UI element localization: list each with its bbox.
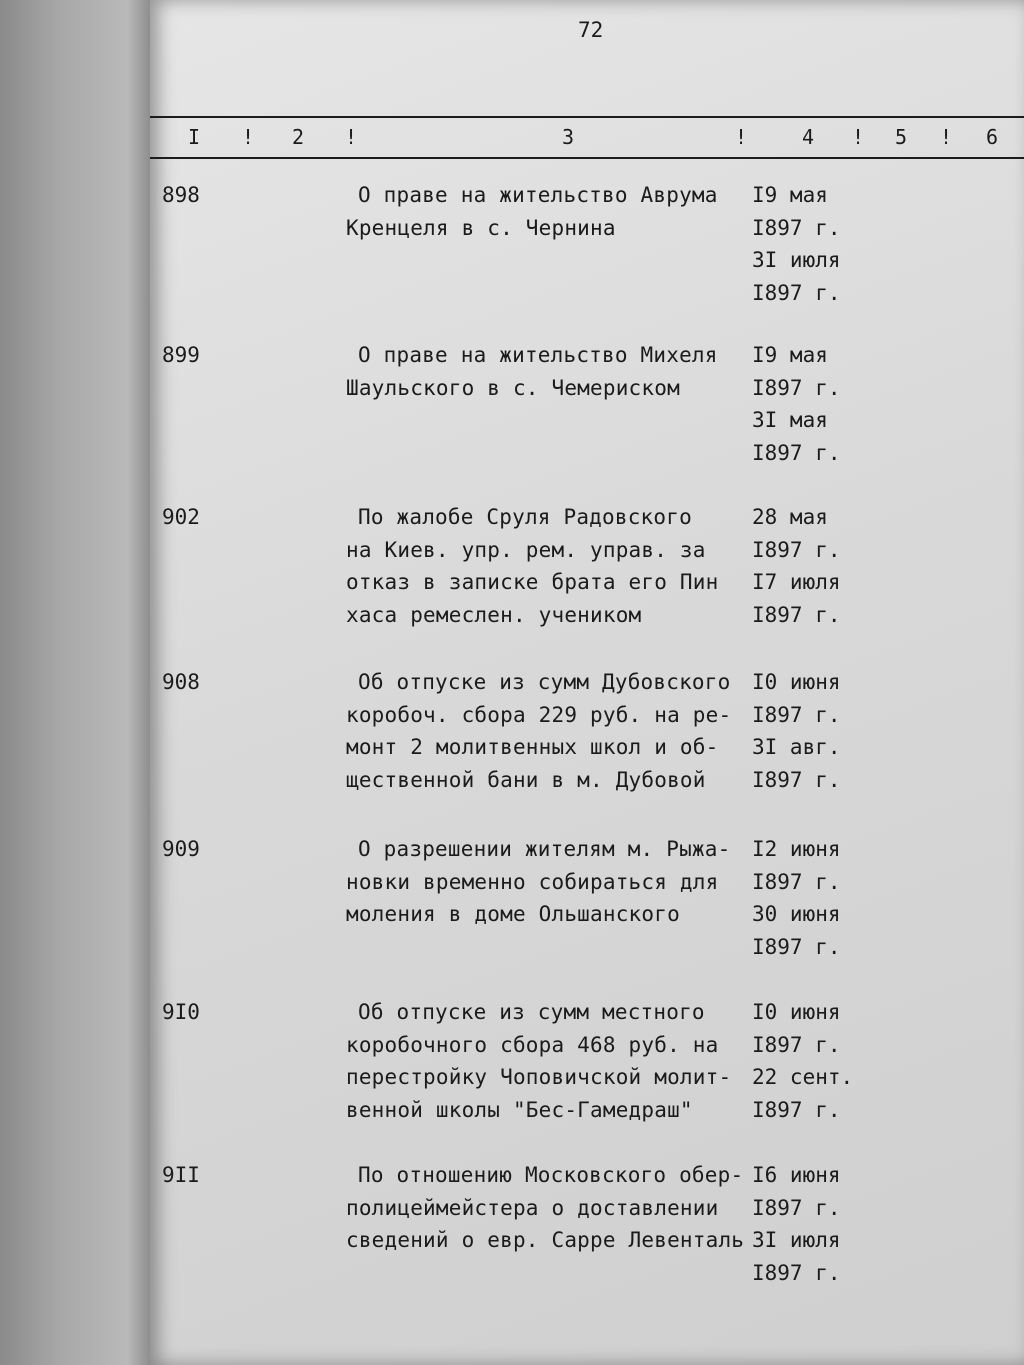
entry-date-line: I897 г. bbox=[752, 1195, 841, 1220]
entry-date-line: 3I июля bbox=[752, 1228, 841, 1252]
entry-description-line: коробочного сбора 468 руб. на bbox=[346, 1032, 719, 1057]
entry-date-line: I897 г. bbox=[752, 375, 841, 400]
entry-description-line: монт 2 молитвенных школ и об- bbox=[346, 735, 719, 759]
column-separator: ! bbox=[735, 125, 748, 149]
entry-date-line: 22 сент. bbox=[752, 1065, 854, 1089]
entry-number: 9I0 bbox=[162, 1000, 200, 1024]
entry-date-line: I897 г. bbox=[752, 1260, 841, 1285]
entry-date-line: 28 мая bbox=[752, 505, 828, 529]
entry-date-line: I897 г. bbox=[752, 1032, 841, 1057]
entry-description-line: Об отпуске из сумм Дубовского bbox=[358, 670, 731, 694]
entry-description-line: О праве на жительство Михеля bbox=[358, 343, 718, 367]
column-header: I bbox=[188, 125, 201, 149]
column-separator: ! bbox=[345, 125, 358, 149]
column-header: 4 bbox=[802, 125, 815, 149]
header-rule-top bbox=[150, 116, 1024, 118]
entry-description-line: отказ в записке брата его Пин bbox=[346, 570, 719, 594]
entry-number: 908 bbox=[162, 670, 200, 694]
entry-description-line: щественной бани в м. Дубовой bbox=[346, 767, 706, 792]
column-header: 6 bbox=[986, 125, 999, 149]
entry-date-line: I897 г. bbox=[752, 537, 841, 562]
entry-date-line: I7 июля bbox=[752, 570, 841, 594]
entry-date-line: I897 г. bbox=[752, 767, 841, 792]
column-separator: ! bbox=[940, 125, 953, 149]
entry-description-line: коробоч. сбора 229 руб. на ре- bbox=[346, 702, 732, 727]
entry-date-line: I6 июня bbox=[752, 1163, 841, 1187]
entry-description-line: полицеймейстера о доставлении bbox=[346, 1195, 719, 1220]
entry-description-line: моления в доме Ольшанского bbox=[346, 902, 680, 926]
entry-date-line: I897 г. bbox=[752, 702, 841, 727]
entry-date-line: I897 г. bbox=[752, 280, 841, 305]
column-header: 5 bbox=[895, 125, 908, 149]
entry-number: 898 bbox=[162, 183, 200, 207]
entry-description-line: О праве на жительство Аврума bbox=[358, 183, 718, 207]
entry-description-line: сведений о евр. Сарре Левенталь bbox=[346, 1228, 745, 1252]
entry-number: 909 bbox=[162, 837, 200, 861]
entry-number: 9II bbox=[162, 1163, 200, 1187]
entry-date-line: I897 г. bbox=[752, 1097, 841, 1122]
entry-date-line: I9 мая bbox=[752, 343, 828, 367]
entry-date-line: 3I авг. bbox=[752, 735, 841, 759]
column-separator: ! bbox=[242, 125, 255, 149]
entry-date-line: I897 г. bbox=[752, 602, 841, 627]
entry-date-line: I0 июня bbox=[752, 670, 841, 694]
entry-description-line: Кренцеля в с. Чернина bbox=[346, 215, 616, 240]
entry-date-line: I9 мая bbox=[752, 183, 828, 207]
column-header: 2 bbox=[292, 125, 305, 149]
entry-description-line: О разрешении жителям м. Рыжа- bbox=[358, 837, 731, 861]
entry-date-line: 30 июня bbox=[752, 902, 841, 926]
document-page bbox=[150, 0, 1024, 1365]
entry-description-line: на Киев. упр. рем. управ. за bbox=[346, 537, 706, 562]
entry-date-line: I2 июня bbox=[752, 837, 841, 861]
column-separator: ! bbox=[852, 125, 865, 149]
page-number: 72 bbox=[578, 18, 604, 42]
left-page-edge bbox=[0, 0, 150, 1365]
column-header: 3 bbox=[562, 125, 575, 149]
entry-number: 899 bbox=[162, 343, 200, 367]
entry-description-line: новки временно собираться для bbox=[346, 869, 719, 894]
entry-date-line: I897 г. bbox=[752, 215, 841, 240]
header-rule-bottom bbox=[150, 157, 1024, 159]
entry-description-line: перестройку Чоповичской молит- bbox=[346, 1065, 732, 1089]
entry-date-line: I897 г. bbox=[752, 440, 841, 465]
entry-date-line: 3I июля bbox=[752, 248, 841, 272]
entry-date-line: I897 г. bbox=[752, 869, 841, 894]
entry-date-line: I897 г. bbox=[752, 934, 841, 959]
entry-description-line: хаса ремеслен. учеником bbox=[346, 602, 642, 627]
entry-date-line: 3I мая bbox=[752, 408, 828, 432]
entry-description-line: Об отпуске из сумм местного bbox=[358, 1000, 705, 1024]
entry-description-line: Шаульского в с. Чемериском bbox=[346, 375, 680, 400]
entry-number: 902 bbox=[162, 505, 200, 529]
entry-description-line: По жалобе Сруля Радовского bbox=[358, 505, 692, 529]
entry-description-line: По отношению Московского обер- bbox=[358, 1163, 744, 1187]
entry-description-line: венной школы "Бес-Гамедраш" bbox=[346, 1097, 693, 1122]
entry-date-line: I0 июня bbox=[752, 1000, 841, 1024]
